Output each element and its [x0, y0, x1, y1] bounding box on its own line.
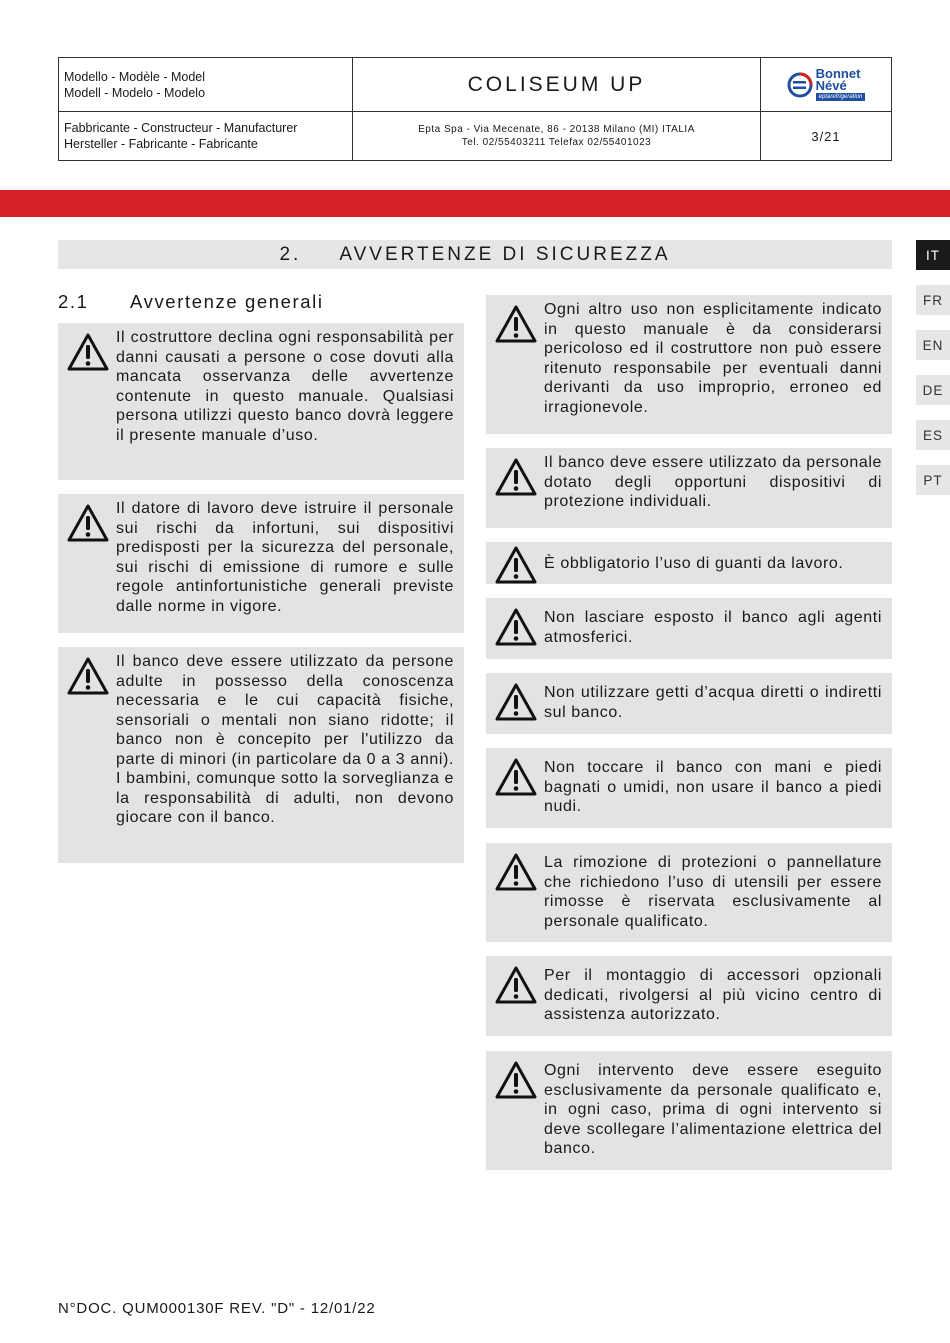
warning-triangle-icon [495, 683, 537, 721]
warning-triangle-icon [495, 458, 537, 496]
warning-triangle-icon [495, 966, 537, 1004]
brand-logo [761, 58, 891, 112]
document-header [58, 57, 892, 161]
page-number: 3/21 [811, 128, 841, 144]
warning-triangle-icon [67, 504, 109, 542]
manufacturer-address: Epta Spa - Via Mecenate, 86 - 20138 Milano (MI) ITALIA [418, 124, 695, 135]
subsection-title: Avvertenze generali [130, 291, 324, 312]
warning-text: Per il montaggio di accessori opzionali dedicati, rivolgersi al più vicino centro di assistenza autorizzato. [544, 967, 882, 1023]
warning-triangle-icon [67, 657, 109, 695]
warning-box [58, 494, 464, 633]
warning-box [486, 673, 892, 734]
warning-box [486, 843, 892, 942]
warning-box [486, 542, 892, 584]
brand-logo-icon [787, 72, 813, 98]
warning-triangle-icon [495, 758, 537, 796]
section-title-bar [58, 240, 892, 269]
subsection-heading [58, 291, 324, 313]
warning-triangle-icon [495, 546, 537, 584]
manufacturer-label-line-1: Fabbricante - Constructeur - Manufacturer [64, 121, 298, 135]
manufacturer-label-line-2: Hersteller - Fabricante - Fabricante [64, 137, 258, 151]
warning-triangle-icon [495, 853, 537, 891]
warning-triangle-icon [67, 333, 109, 371]
section-number: 2. [279, 243, 302, 265]
language-tabs [916, 240, 950, 510]
model-label-line-2: Modell - Modelo - Modelo [64, 85, 206, 100]
warning-triangle-icon [495, 305, 537, 343]
language-tab-en[interactable]: EN [916, 330, 950, 360]
warning-box [486, 295, 892, 434]
warning-triangle-icon [495, 608, 537, 646]
brand-logo-line-2: Névé [815, 78, 847, 93]
warning-text: Non lasciare esposto il banco agli agenti atmosferici. [544, 609, 882, 646]
language-tab-pt[interactable]: PT [916, 465, 950, 495]
brand-logo-tag: eptarefrigeration [816, 93, 866, 101]
manufacturer-phone: Tel. 02/55403211 Telefax 02/55401023 [461, 137, 652, 148]
warning-text: È obbligatorio l’uso di guanti da lavoro. [544, 555, 844, 572]
accent-band [0, 190, 950, 217]
warning-text: Non utilizzare getti d’acqua diretti o indiretti sul banco. [544, 684, 882, 721]
model-label [59, 58, 353, 112]
language-tab-fr[interactable]: FR [916, 285, 950, 315]
model-label-line-1: Modello - Modèle - Model [64, 69, 206, 84]
warning-box [58, 323, 464, 480]
language-tab-es[interactable]: ES [916, 420, 950, 450]
warning-text: Il banco deve essere utilizzato da personale dotato degli opportuni dispositivi di protezione individuali. [544, 454, 882, 510]
model-name: COLISEUM UP [353, 58, 761, 112]
warning-text: Non toccare il banco con mani e piedi bagnati o umidi, non usare il banco a piedi nudi. [544, 759, 882, 815]
warning-text: Ogni intervento deve essere eseguito esclusivamente da personale qualificato e, in ogni caso, prima di ogni intervento si deve scollegare l’alimentazione elettrica del banco. [544, 1062, 882, 1157]
warning-text: Il datore di lavoro deve istruire il personale sui rischi da infortuni, sui dispositivi predisposti per la sicurezza del personale, sui rischi di emissione di rumore e sulle regole antinfortunistiche generali previste dalle norme in vigore. [116, 500, 454, 615]
warning-text: Il costruttore declina ogni responsabilità per danni causati a persone o cose dovuti alla mancata osservanza delle avvertenze contenute in questo manuale. Qualsiasi persona utilizzi questo banco dovrà leggere il presente manuale d’uso. [116, 329, 454, 444]
warning-box [486, 956, 892, 1036]
warning-box [486, 598, 892, 659]
warning-box [486, 748, 892, 828]
warning-box [486, 1051, 892, 1170]
warning-text: Il banco deve essere utilizzato da persone adulte in possesso della conoscenza necessaria e le cui capacità fisiche, sensoriali o mentali non siano ridotte; il banco non è concepito per l'utilizzo da parte di minori (in particolare da 0 a 3 anni). I bambini, comunque sotto la sorveglianza e la responsabilità di adulti, non devono giocare con il banco. [116, 653, 454, 826]
warning-box [486, 448, 892, 528]
warning-text: La rimozione di protezioni o pannellature che richiedono l’uso di utensili per essere rimosse è riservata esclusivamente al personale qualificato. [544, 854, 882, 930]
subsection-number: 2.1 [58, 291, 89, 312]
section-title: AVVERTENZE DI SICUREZZA [339, 243, 671, 265]
manufacturer-info [353, 112, 761, 160]
brand-logo-line-1: Bonnet [815, 66, 861, 81]
warning-box [58, 647, 464, 863]
language-tab-de[interactable]: DE [916, 375, 950, 405]
warning-text: Ogni altro uso non esplicitamente indicato in questo manuale è da considerarsi pericoloso ed il costruttore non può essere ritenuto responsabile per eventuali danni derivanti da uso improprio, erroneo ed irragionevole. [544, 301, 882, 416]
document-reference: N°DOC. QUM000130F REV. "D" - 12/01/22 [58, 1300, 376, 1317]
manufacturer-label [59, 112, 353, 160]
language-tab-it[interactable]: IT [916, 240, 950, 270]
warning-triangle-icon [495, 1061, 537, 1099]
